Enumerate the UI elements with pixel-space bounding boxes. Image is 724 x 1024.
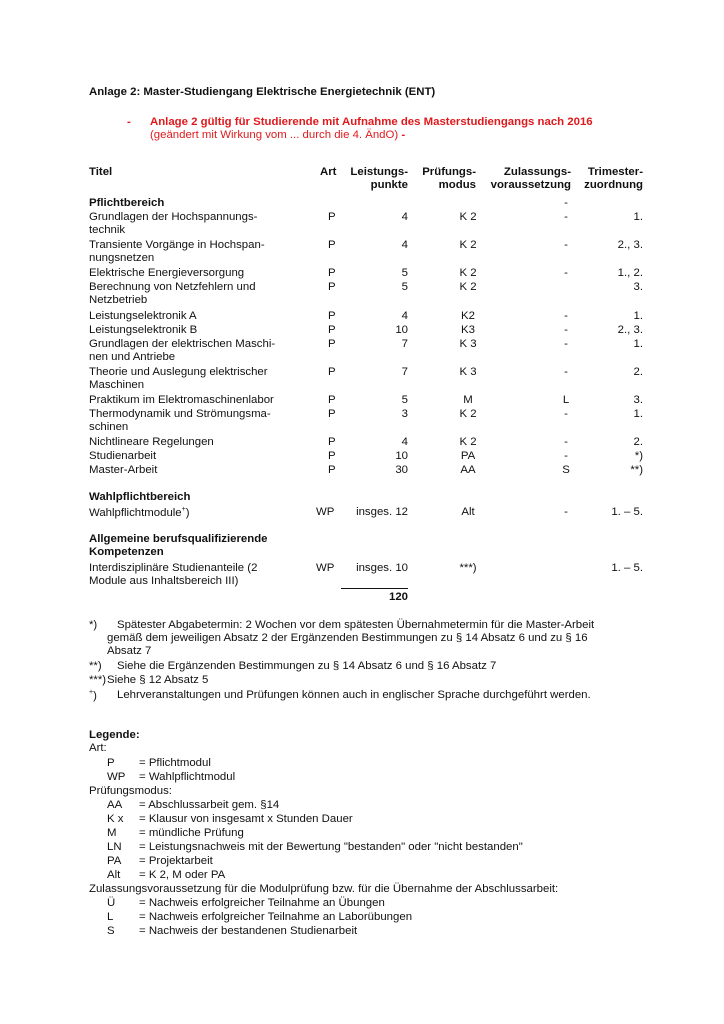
legend-key: P [107, 757, 115, 769]
legend-title: Legende: [89, 729, 140, 741]
cell-leistungspunkte: insges. 10 [356, 562, 408, 574]
cell-zulassung: - [564, 197, 568, 209]
cell-trimester: 1., 2. [617, 267, 643, 279]
legend-value: = Pflichtmodul [139, 757, 211, 769]
cell-art: P [328, 211, 336, 223]
legend-value: = Wahlpflichtmodul [139, 771, 236, 783]
subheading-line1: Anlage 2 gültig für Studierende mit Aufnahme des Masterstudiengangs nach 2016 [150, 116, 593, 128]
cell-art: P [328, 436, 336, 448]
cell-pruefungsmodus: K 2 [459, 239, 477, 251]
cell-pruefungsmodus: ***) [459, 562, 477, 574]
header-zulassung-1: Zulassungs- [503, 166, 571, 178]
cell-titel: Nichtlineare Regelungen [89, 436, 214, 448]
page-title: Anlage 2: Master-Studiengang Elektrische Energietechnik (ENT) [89, 86, 436, 98]
header-titel: Titel [89, 166, 113, 178]
cell-titel-cont: Module aus Inhaltsbereich III) [89, 575, 239, 587]
cell-zulassung: - [564, 211, 568, 223]
cell-zulassung: - [564, 310, 568, 322]
cell-leistungspunkte: 5 [401, 267, 408, 279]
cell-titel: Wahlpflichtmodule+) [89, 506, 190, 519]
cell-art: P [328, 267, 336, 279]
cell-art: P [328, 310, 336, 322]
legend-key: Alt [107, 869, 121, 881]
legend-key: AA [107, 799, 123, 811]
cell-trimester: 1. [633, 310, 643, 322]
legend-key: Ü [107, 897, 116, 909]
legend-value: = Nachweis erfolgreicher Teilnahme an Übungen [139, 897, 385, 909]
cell-art: P [328, 366, 336, 378]
cell-leistungspunkte: 7 [401, 338, 408, 350]
legend-value: = Abschlussarbeit gem. §14 [139, 799, 280, 811]
cell-art: WP [316, 506, 335, 518]
cell-leistungspunkte: 4 [401, 310, 408, 322]
cell-titel-cont: Maschinen [89, 379, 145, 391]
cell-titel: Leistungselektronik B [89, 324, 198, 336]
cell-trimester: 1. – 5. [611, 562, 643, 574]
cell-leistungspunkte: 30 [395, 464, 408, 476]
legend-value: = Projektarbeit [139, 855, 213, 867]
cell-pruefungsmodus: K 2 [459, 211, 477, 223]
cell-art: P [328, 464, 336, 476]
footnote-mark: ***) [89, 674, 107, 686]
legend-zv-label: Zulassungsvoraussetzung für die Modulprüfung bzw. für die Übernahme der Abschlussarbeit: [89, 883, 559, 895]
cell-pruefungsmodus: M [463, 394, 473, 406]
cell-pruefungsmodus: K2 [461, 310, 475, 322]
cell-trimester: 3. [633, 281, 643, 293]
cell-pruefungsmodus: Alt [461, 506, 475, 518]
cell-leistungspunkte: 4 [401, 239, 408, 251]
legend-key: M [107, 827, 117, 839]
cell-titel: Berechnung von Netzfehlern und [89, 281, 256, 293]
cell-art: WP [316, 562, 335, 574]
header-zulassung-2: voraussetzung [490, 179, 571, 191]
cell-leistungspunkte: 5 [401, 281, 408, 293]
cell-titel: Grundlagen der Hochspannungs- [89, 211, 258, 223]
cell-trimester: 2., 3. [617, 239, 643, 251]
cell-leistungspunkte: 4 [401, 436, 408, 448]
cell-pruefungsmodus: PA [460, 450, 476, 462]
cell-titel: Master-Arbeit [89, 464, 158, 476]
cell-art: P [328, 239, 336, 251]
total-divider [341, 588, 408, 589]
cell-titel-cont: schinen [89, 421, 129, 433]
footnote-text: Lehrveranstaltungen und Prüfungen können auch in englischer Sprache durchgeführt werden. [117, 689, 591, 701]
cell-zulassung: L [562, 394, 570, 406]
cell-leistungspunkte: 10 [395, 450, 408, 462]
cell-art: P [328, 281, 336, 293]
cell-titel-cont: Netzbetrieb [89, 294, 148, 306]
cell-titel: Leistungselektronik A [89, 310, 197, 322]
cell-pruefungsmodus: K 3 [459, 366, 477, 378]
total-leistungspunkte: 120 [388, 591, 408, 603]
cell-titel: Interdisziplinäre Studienanteile (2 [89, 562, 258, 574]
legend-key: K x [107, 813, 124, 825]
cell-trimester: 1. [633, 408, 643, 420]
header-art: Art [320, 166, 337, 178]
cell-titel: Transiente Vorgänge in Hochspan- [89, 239, 265, 251]
footnote-text: gemäß dem jeweiligen Absatz 2 der Ergänzenden Bestimmungen zu § 14 Absatz 6 und zu § 16 [107, 632, 588, 644]
cell-pruefungsmodus: K 2 [459, 267, 477, 279]
header-trimester-1: Trimester- [587, 166, 643, 178]
legend-value: = K 2, M oder PA [139, 869, 226, 881]
cell-trimester: *) [634, 450, 643, 462]
legend-key: WP [107, 771, 126, 783]
cell-zulassung: - [564, 338, 568, 350]
legend-art-label: Art: [89, 742, 107, 754]
legend-value: = Nachweis erfolgreicher Teilnahme an Laborübungen [139, 911, 413, 923]
cell-trimester: 3. [633, 394, 643, 406]
legend-value: = Nachweis der bestandenen Studienarbeit [139, 925, 358, 937]
legend-key: S [107, 925, 115, 937]
cell-zulassung: - [564, 267, 568, 279]
cell-pruefungsmodus: K 3 [459, 338, 477, 350]
cell-zulassung: - [564, 366, 568, 378]
cell-titel-cont: nungsnetzen [89, 252, 155, 264]
cell-art: P [328, 408, 336, 420]
cell-zulassung: - [564, 324, 568, 336]
header-pruefungsmodus-1: Prüfungs- [422, 166, 476, 178]
cell-pruefungsmodus: K 2 [459, 436, 477, 448]
section-allgemeine-kompetenzen-2: Kompetenzen [89, 546, 164, 558]
legend-value: = mündliche Prüfung [139, 827, 244, 839]
cell-titel: Grundlagen der elektrischen Maschi- [89, 338, 276, 350]
header-leistungspunkte-1: Leistungs- [350, 166, 408, 178]
cell-trimester: 2. [633, 366, 643, 378]
footnote-text: Absatz 7 [107, 645, 152, 657]
cell-titel: Thermodynamik und Strömungsma- [89, 408, 271, 420]
header-pruefungsmodus-2: modus [438, 179, 476, 191]
cell-leistungspunkte: 4 [401, 211, 408, 223]
subheading-line2: (geändert mit Wirkung vom ... durch die 4. ÄndO) - [150, 129, 406, 141]
cell-trimester: 1. – 5. [611, 506, 643, 518]
header-trimester-2: zuordnung [584, 179, 643, 191]
cell-pruefungsmodus: K 2 [459, 408, 477, 420]
cell-zulassung: - [564, 408, 568, 420]
cell-trimester: 1. [633, 338, 643, 350]
cell-leistungspunkte: 7 [401, 366, 408, 378]
legend-key: LN [107, 841, 122, 853]
footnote-mark: *) [89, 619, 98, 631]
cell-zulassung: - [564, 239, 568, 251]
cell-leistungspunkte: 5 [401, 394, 408, 406]
cell-zulassung: - [564, 436, 568, 448]
legend-pm-label: Prüfungsmodus: [89, 785, 172, 797]
cell-titel-cont: nen und Antriebe [89, 351, 176, 363]
cell-titel: Studienarbeit [89, 450, 157, 462]
legend-key: L [107, 911, 114, 923]
footnote-text: Spätester Abgabetermin: 2 Wochen vor dem spätesten Übernahmetermin für die Master-Arbeit [117, 619, 595, 631]
cell-zulassung: S [562, 464, 570, 476]
cell-leistungspunkte: 10 [395, 324, 408, 336]
cell-zulassung: - [564, 450, 568, 462]
cell-pruefungsmodus: AA [460, 464, 476, 476]
cell-titel: Theorie und Auslegung elektrischer [89, 366, 268, 378]
cell-leistungspunkte: insges. 12 [356, 506, 408, 518]
footnote-mark: +) [89, 689, 97, 702]
section-pflichtbereich: Pflichtbereich [89, 197, 165, 209]
legend-value: = Klausur von insgesamt x Stunden Dauer [139, 813, 353, 825]
cell-art: P [328, 338, 336, 350]
cell-pruefungsmodus: K3 [461, 324, 475, 336]
cell-leistungspunkte: 3 [401, 408, 408, 420]
cell-titel: Elektrische Energieversorgung [89, 267, 245, 279]
cell-trimester: 2., 3. [617, 324, 643, 336]
legend-value: = Leistungsnachweis mit der Bewertung "bestanden" oder "nicht bestanden" [139, 841, 523, 853]
legend-key: PA [107, 855, 122, 867]
cell-trimester: 1. [633, 211, 643, 223]
cell-pruefungsmodus: K 2 [459, 281, 477, 293]
subheading-dash: - [127, 116, 131, 128]
cell-titel-cont: technik [89, 224, 126, 236]
footnote-text: Siehe § 12 Absatz 5 [107, 674, 209, 686]
footnote-text: Siehe die Ergänzenden Bestimmungen zu § 14 Absatz 6 und § 16 Absatz 7 [117, 660, 497, 672]
cell-trimester: **) [630, 464, 643, 476]
footnote-mark: **) [89, 660, 102, 672]
section-allgemeine-kompetenzen: Allgemeine berufsqualifizierende [89, 533, 268, 545]
cell-art: P [328, 394, 336, 406]
header-leistungspunkte-2: punkte [370, 179, 408, 191]
cell-art: P [328, 450, 336, 462]
cell-trimester: 2. [633, 436, 643, 448]
section-wahlpflichtbereich: Wahlpflichtbereich [89, 491, 191, 503]
cell-art: P [328, 324, 336, 336]
cell-zulassung: - [564, 506, 568, 518]
cell-titel: Praktikum im Elektromaschinenlabor [89, 394, 274, 406]
